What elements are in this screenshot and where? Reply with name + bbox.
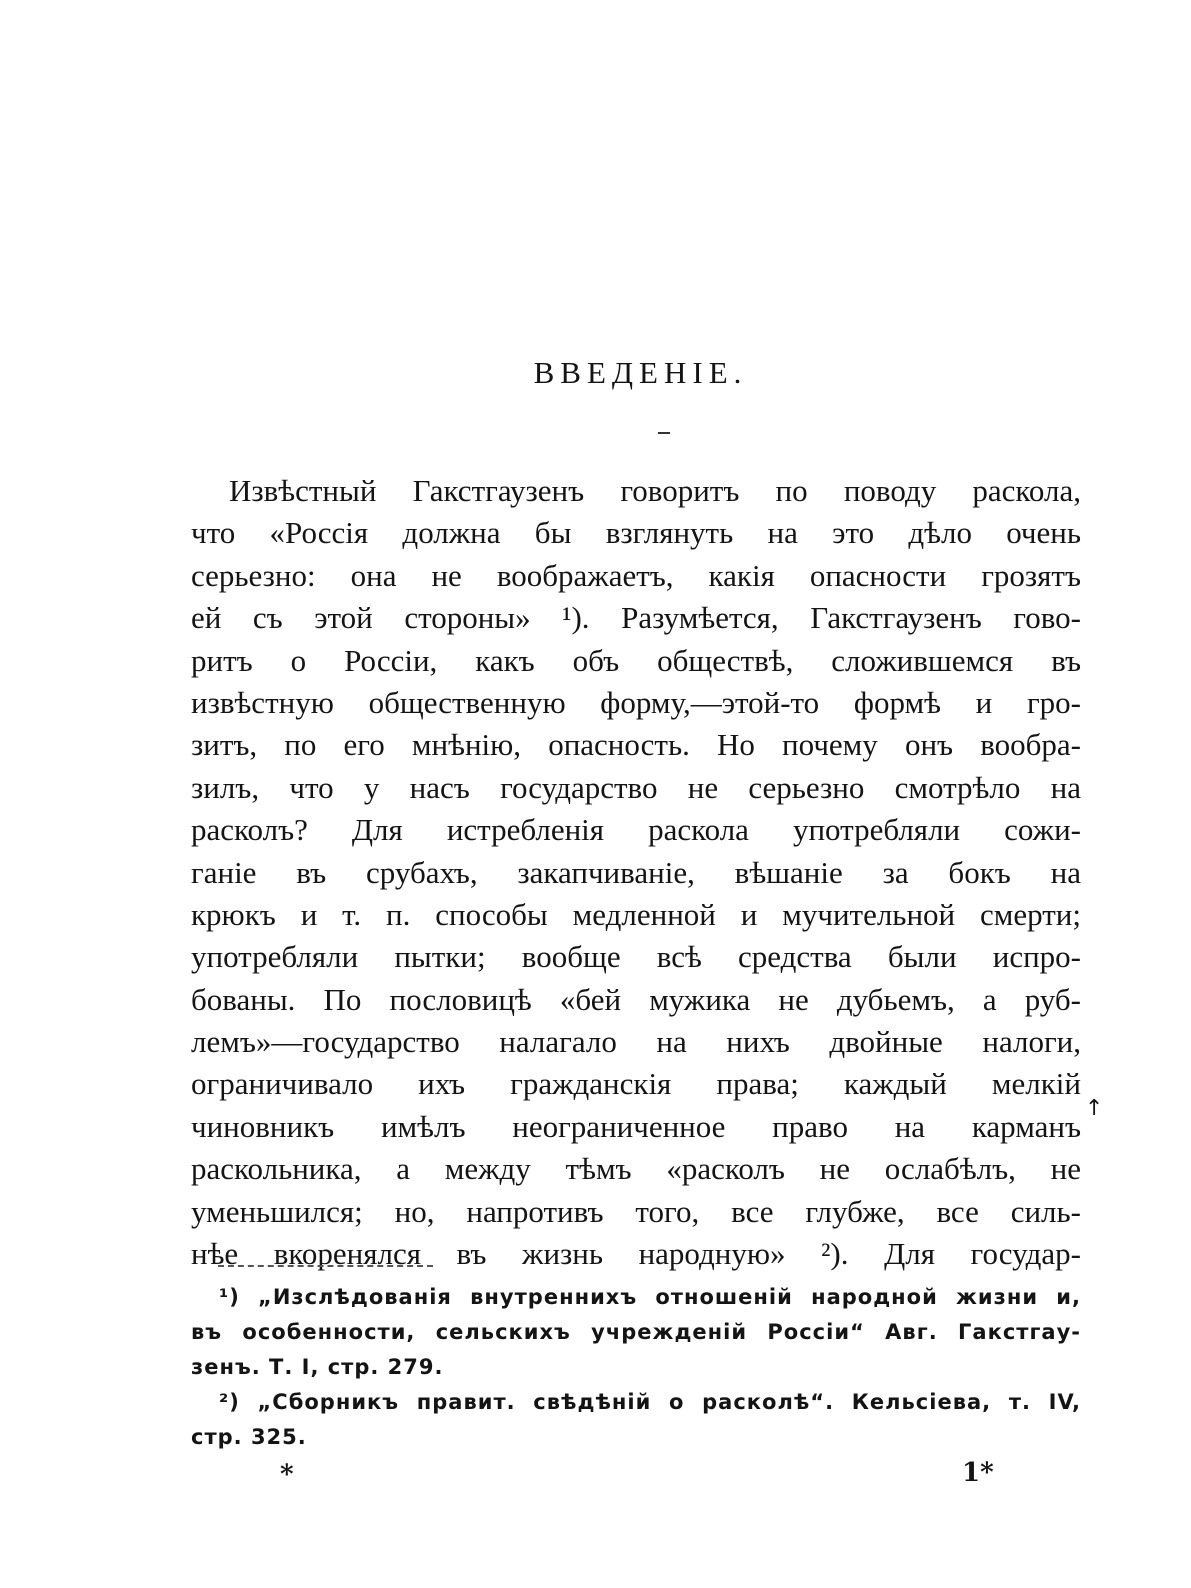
footnotes [191,1280,1081,1455]
text-line: зилъ, что у насъ государство не серьезно смотрѣло на [191,769,1081,805]
text-line: ограничивало ихъ гражданскія права; каждый мелкій [191,1066,1081,1102]
text-line: уменьшился; но, напротивъ того, все глубже, все силь- [191,1193,1081,1229]
text-line: что «Россія должна бы взглянуть на это дѣло очень [191,515,1081,551]
text-line: серьезно: она не воображаетъ, какія опасности грозятъ [191,557,1081,593]
text-line: чиновникъ имѣлъ неограниченное право на карманъ [191,1108,1081,1144]
heading-dash [658,432,670,434]
margin-arrow-icon: ↑ [1085,1096,1104,1121]
footnote-line: зенъ. Т. I, стр. 279. [191,1355,444,1379]
footnote-line: въ особенности, сельскихъ учрежденій Россіи“ Авг. Гакстгау- [191,1320,1081,1344]
text-line: раскольника, а между тѣмъ «расколъ не ослабѣлъ, не [191,1151,1081,1187]
page-number: 1* [962,1458,994,1488]
footnote-line: ²) „Сборникъ правит. свѣдѣній о расколѣ“. Кельсіева, т. IV, [219,1390,1081,1414]
chapter-heading: ВВЕДЕНІЕ. [533,355,748,390]
text-line: ганіе въ срубахъ, закапчиваніе, вѣшаніе за бокъ на [191,854,1081,890]
text-line: нѣе вкоренялся въ жизнь народную» ²). Для государ- [191,1236,1081,1272]
text-line: Извѣстный Гакстгаузенъ говоритъ по поводу раскола, [229,473,1081,508]
text-line: крюкъ и т. п. способы медленной и мучительной смерти; [191,896,1081,932]
text-line: лемъ»—государство налагало на нихъ двойные налоги, [191,1024,1081,1060]
footnote-line: стр. 325. [191,1425,307,1449]
signature-mark: * [280,1460,294,1490]
text-line: ритъ о Россіи, какъ объ обществѣ, сложившемся въ [191,642,1081,678]
text-line: извѣстную общественную форму,—этой-то формѣ и гро- [191,684,1081,720]
text-line: употребляли пытки; вообще всѣ средства были испро- [191,939,1081,975]
footnote-line: ¹) „Изслѣдованія внутреннихъ отношеній народной жизни и, [219,1285,1081,1309]
body-text [191,470,1081,1275]
text-line: ей съ этой стороны» ¹). Разумѣется, Гакстгаузенъ гово- [191,600,1081,636]
text-line: зитъ, по его мнѣнію, опасность. Но почему онъ вообра- [191,727,1081,763]
footnote-rule [218,1265,433,1267]
text-line: бованы. По пословицѣ «бей мужика не дубьемъ, а руб- [191,981,1081,1017]
text-line: расколъ? Для истребленія раскола употребляли сожи- [191,812,1081,848]
